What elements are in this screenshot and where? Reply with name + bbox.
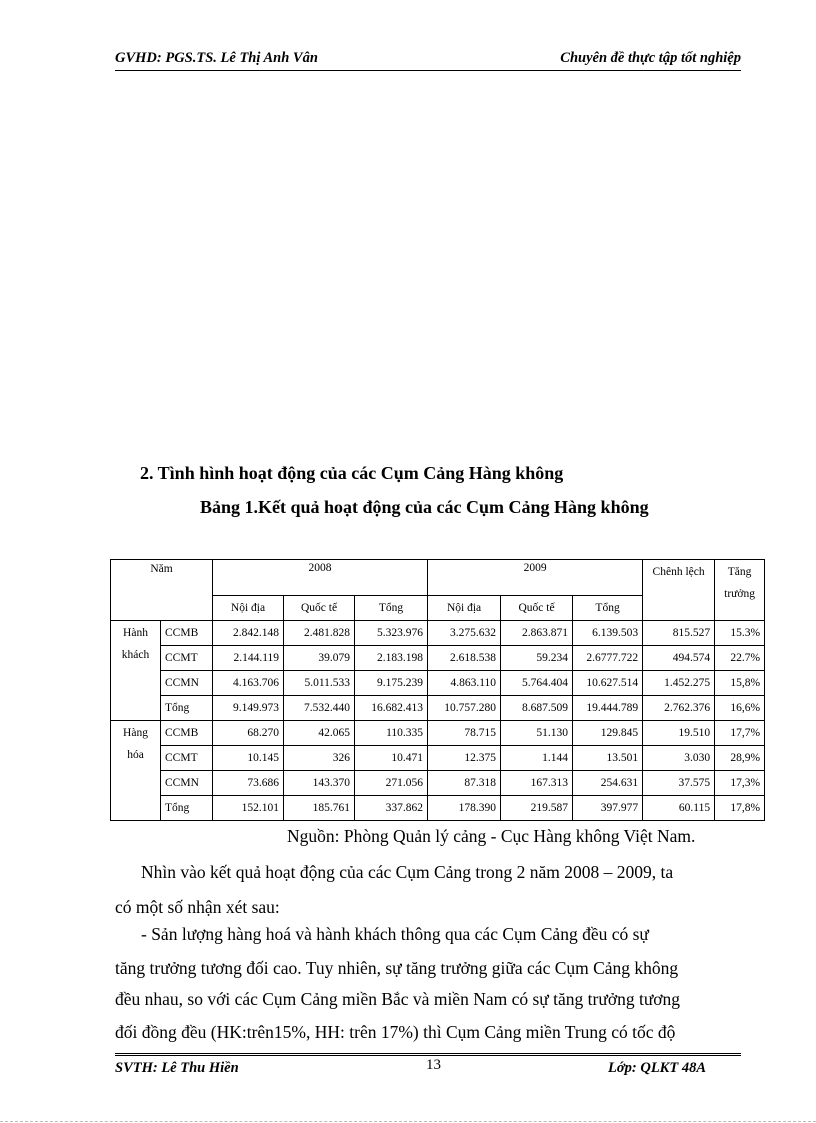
footer-class: Lớp: QLKT 48A — [608, 1060, 706, 1076]
table-cell: 10.627.514 — [573, 671, 643, 696]
table-cell: 19.510 — [643, 721, 715, 746]
header-report-title: Chuyên đề thực tập tốt nghiệp — [560, 50, 741, 66]
section-heading: 2. Tình hình hoạt động của các Cụm Cảng Hàng không — [140, 463, 564, 483]
row-label: Tổng — [161, 696, 213, 721]
table-cell: 143.370 — [284, 771, 355, 796]
table-cell: 110.335 — [355, 721, 428, 746]
row-label: CCMN — [161, 671, 213, 696]
table-cell: 4.163.706 — [213, 671, 284, 696]
table-cell: 5.011.533 — [284, 671, 355, 696]
table-cell: 42.065 — [284, 721, 355, 746]
table-cell: 326 — [284, 746, 355, 771]
table-cell: 17,7% — [715, 721, 765, 746]
sub-header-international-2009: Quốc tế — [501, 596, 573, 621]
table-cell: 1.452.275 — [643, 671, 715, 696]
table-cell: 4.863.110 — [428, 671, 501, 696]
body-line: đều nhau, so với các Cụm Cảng miền Bắc và miền Nam có sự tăng trưởng tương — [115, 989, 681, 1009]
table-cell: 2.183.198 — [355, 646, 428, 671]
sub-header-international-2008: Quốc tế — [284, 596, 355, 621]
row-label: CCMN — [161, 771, 213, 796]
table-cell: 5.323.976 — [355, 621, 428, 646]
table-row — [111, 771, 765, 796]
row-label: CCMT — [161, 746, 213, 771]
table-cell: 10.757.280 — [428, 696, 501, 721]
table-cell: 2.842.148 — [213, 621, 284, 646]
year-2008-header: 2008 — [213, 560, 428, 596]
table-cell: 59.234 — [501, 646, 573, 671]
table-cell: 494.574 — [643, 646, 715, 671]
table-cell: 9.149.973 — [213, 696, 284, 721]
table-cell: 22.7% — [715, 646, 765, 671]
group-label: Hành khách — [111, 621, 161, 721]
table-cell: 68.270 — [213, 721, 284, 746]
table-cell: 28,9% — [715, 746, 765, 771]
results-table — [110, 559, 765, 821]
table-cell: 6.139.503 — [573, 621, 643, 646]
table-cell: 2.618.538 — [428, 646, 501, 671]
table-cell: 15.3% — [715, 621, 765, 646]
table-cell: 15,8% — [715, 671, 765, 696]
table-cell: 8.687.509 — [501, 696, 573, 721]
table-cell: 13.501 — [573, 746, 643, 771]
table-row — [111, 746, 765, 771]
row-label: CCMT — [161, 646, 213, 671]
sub-header-domestic-2009: Nội địa — [428, 596, 501, 621]
year-2009-header: 2009 — [428, 560, 643, 596]
sub-header-total-2009: Tổng — [573, 596, 643, 621]
table-cell: 12.375 — [428, 746, 501, 771]
corner-header: Năm — [111, 560, 213, 621]
table-cell: 185.761 — [284, 796, 355, 821]
table-cell: 51.130 — [501, 721, 573, 746]
page-footer — [115, 1053, 741, 1080]
table-cell: 3.030 — [643, 746, 715, 771]
table-row — [111, 646, 765, 671]
source-note: Nguồn: Phòng Quản lý cảng - Cục Hàng không Việt Nam. — [287, 826, 696, 846]
growth-header: Tăng trưởng — [715, 560, 765, 621]
body-line: - Sản lượng hàng hoá và hành khách thông qua các Cụm Cảng đều có sự — [141, 924, 649, 944]
table-cell: 16,6% — [715, 696, 765, 721]
table-row — [111, 621, 765, 646]
footer-student: SVTH: Lê Thu Hiền — [115, 1060, 239, 1076]
row-label: CCMB — [161, 721, 213, 746]
table-cell: 37.575 — [643, 771, 715, 796]
table-cell: 337.862 — [355, 796, 428, 821]
table-cell: 2.6777.722 — [573, 646, 643, 671]
table-cell: 167.313 — [501, 771, 573, 796]
difference-header: Chênh lệch — [643, 560, 715, 621]
table-cell: 10.145 — [213, 746, 284, 771]
header-supervisor: GVHD: PGS.TS. Lê Thị Anh Vân — [115, 50, 318, 66]
table-cell: 219.587 — [501, 796, 573, 821]
table-cell: 815.527 — [643, 621, 715, 646]
body-line: có một số nhận xét sau: — [115, 897, 280, 917]
table-cell: 17,8% — [715, 796, 765, 821]
table-cell: 73.686 — [213, 771, 284, 796]
table-row — [111, 721, 765, 746]
table-cell: 2.762.376 — [643, 696, 715, 721]
group-label: Hàng hóa — [111, 721, 161, 821]
table-cell: 3.275.632 — [428, 621, 501, 646]
table-cell: 2.481.828 — [284, 621, 355, 646]
page-edge — [0, 1121, 816, 1122]
sub-header-domestic-2008: Nội địa — [213, 596, 284, 621]
table-cell: 271.056 — [355, 771, 428, 796]
table-cell: 16.682.413 — [355, 696, 428, 721]
table-row — [111, 796, 765, 821]
table-cell: 87.318 — [428, 771, 501, 796]
table-cell: 397.977 — [573, 796, 643, 821]
table-cell: 1.144 — [501, 746, 573, 771]
body-line: tăng trưởng tương đối cao. Tuy nhiên, sự tăng trưởng giữa các Cụm Cảng không — [115, 958, 679, 978]
table-cell: 2.863.871 — [501, 621, 573, 646]
table-cell: 10.471 — [355, 746, 428, 771]
body-line: đối đồng đều (HK:trên15%, HH: trên 17%) thì Cụm Cảng miền Trung có tốc độ — [115, 1022, 676, 1042]
table-caption: Bảng 1.Kết quả hoạt động của các Cụm Cảng Hàng không — [200, 497, 649, 517]
table-row — [111, 671, 765, 696]
page-number: 13 — [426, 1057, 441, 1073]
table-cell: 7.532.440 — [284, 696, 355, 721]
row-label: Tổng — [161, 796, 213, 821]
table-cell: 178.390 — [428, 796, 501, 821]
table-cell: 39.079 — [284, 646, 355, 671]
table-cell: 9.175.239 — [355, 671, 428, 696]
table-cell: 5.764.404 — [501, 671, 573, 696]
row-label: CCMB — [161, 621, 213, 646]
table-cell: 129.845 — [573, 721, 643, 746]
table-cell: 254.631 — [573, 771, 643, 796]
table-cell: 60.115 — [643, 796, 715, 821]
table-cell: 17,3% — [715, 771, 765, 796]
table-cell: 19.444.789 — [573, 696, 643, 721]
table-cell: 78.715 — [428, 721, 501, 746]
table-cell: 2.144.119 — [213, 646, 284, 671]
body-line: Nhìn vào kết quả hoạt động của các Cụm Cảng trong 2 năm 2008 – 2009, ta — [141, 862, 674, 882]
table-row — [111, 696, 765, 721]
sub-header-total-2008: Tổng — [355, 596, 428, 621]
page-header — [115, 48, 741, 71]
table-cell: 152.101 — [213, 796, 284, 821]
